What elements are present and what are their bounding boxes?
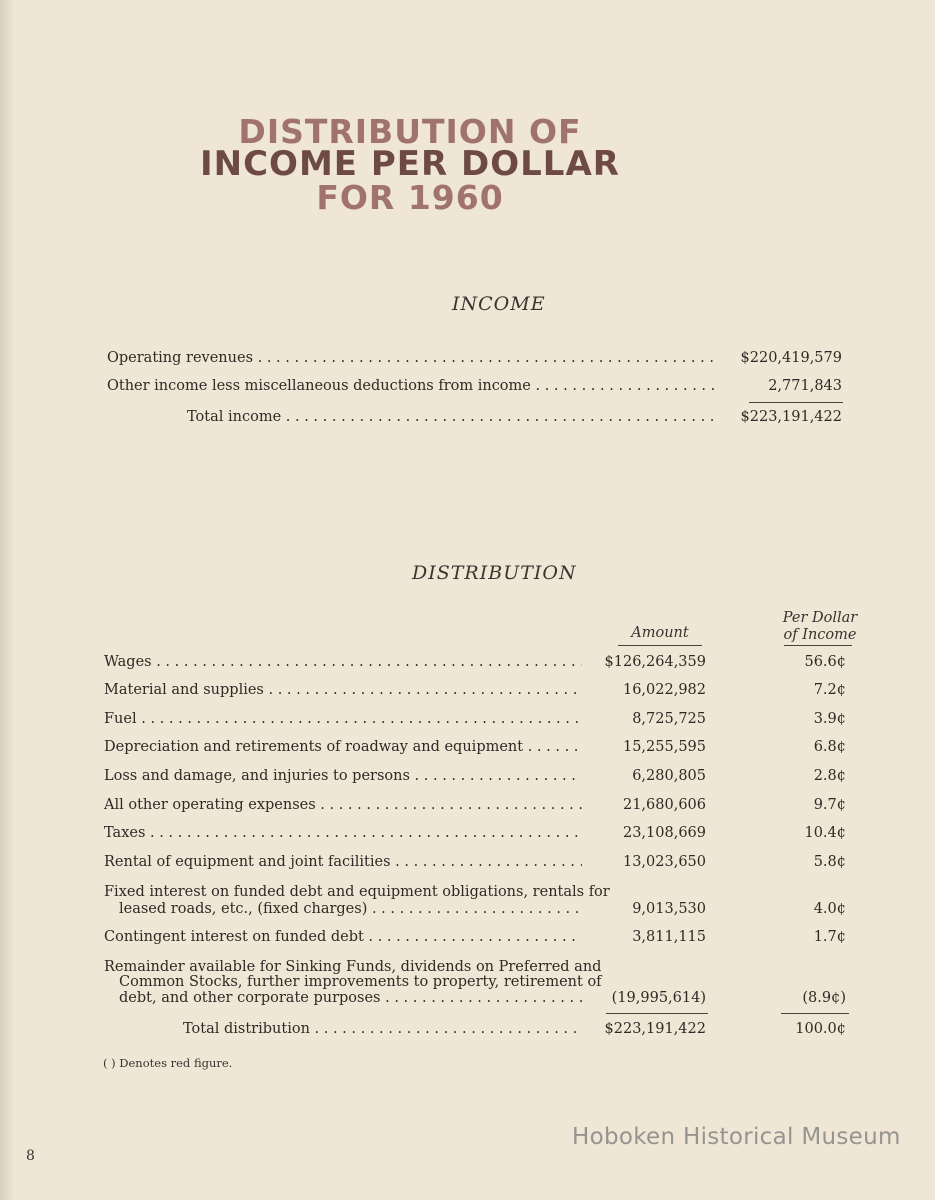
title-line-1: DISTRIBUTION OF xyxy=(238,112,582,151)
distribution-row-label: Fuel . . . xyxy=(104,711,582,728)
distribution-total-label: Total distribution . . . xyxy=(183,1021,582,1038)
distribution-total-row xyxy=(183,1021,846,1038)
income-sum-rule xyxy=(749,402,843,403)
distribution-row-label: Wages . . . xyxy=(104,654,582,671)
distribution-row-multiline-middle-line xyxy=(119,974,846,991)
amount-sum-rule xyxy=(606,1013,708,1014)
distribution-row-per-dollar: 56.6¢ xyxy=(804,654,846,670)
distribution-row-label: Loss and damage, and injuries to persons . . . xyxy=(104,768,582,785)
per-dollar-column-header xyxy=(770,610,870,644)
distribution-row xyxy=(119,901,846,918)
income-total-row xyxy=(187,409,842,426)
page-number: 8 xyxy=(26,1148,35,1164)
distribution-row-amount: 8,725,725 xyxy=(632,711,706,727)
distribution-row-amount: 13,023,650 xyxy=(622,854,706,870)
distribution-row-amount: 9,013,530 xyxy=(632,901,706,917)
income-row-label: Operating revenues . . . xyxy=(107,350,719,367)
per-dollar-header-line-2: of Income xyxy=(783,627,857,643)
watermark: Hoboken Historical Museum xyxy=(572,1124,901,1150)
distribution-row-amount: 6,280,805 xyxy=(632,768,706,784)
distribution-row-per-dollar: 9.7¢ xyxy=(813,797,846,813)
distribution-row-per-dollar: 2.8¢ xyxy=(813,768,846,784)
distribution-row-per-dollar: 5.8¢ xyxy=(813,854,846,870)
distribution-row xyxy=(104,711,846,728)
distribution-row-label-line-3: debt, and other corporate purposes . . . xyxy=(119,990,582,1007)
distribution-row-label: Depreciation and retirements of roadway and equipment . . . xyxy=(104,739,582,756)
title-line-3: FOR 1960 xyxy=(316,178,504,217)
income-row-amount: $220,419,579 xyxy=(740,350,842,366)
distribution-row-multiline-first-line xyxy=(104,884,846,901)
distribution-row-label: Rental of equipment and joint facilities . . . xyxy=(104,854,582,871)
income-total-amount: $223,191,422 xyxy=(740,409,842,425)
distribution-row xyxy=(119,990,846,1007)
distribution-row-per-dollar: 6.8¢ xyxy=(813,739,846,755)
distribution-row-amount: 21,680,606 xyxy=(622,797,706,813)
distribution-row-amount: 15,255,595 xyxy=(622,739,706,755)
distribution-row-amount: 3,811,115 xyxy=(632,929,706,945)
distribution-row xyxy=(104,739,846,756)
distribution-row-label: Contingent interest on funded debt . . . xyxy=(104,929,582,946)
per-dollar-sum-rule xyxy=(781,1013,849,1014)
income-row-amount: 2,771,843 xyxy=(768,378,842,394)
distribution-row xyxy=(104,929,846,946)
distribution-row xyxy=(104,797,846,814)
income-row-label: Other income less miscellaneous deductions from income . . . xyxy=(107,378,719,395)
distribution-row-per-dollar: 1.7¢ xyxy=(813,929,846,945)
income-heading: INCOME xyxy=(452,293,546,315)
amount-column-header: Amount xyxy=(631,625,689,641)
title-line-2: INCOME PER DOLLAR xyxy=(200,144,620,184)
page-title xyxy=(200,112,620,217)
distribution-row-label-line-1: Remainder available for Sinking Funds, dividends on Preferred and xyxy=(104,959,602,975)
distribution-row-amount: $126,264,359 xyxy=(604,654,706,670)
distribution-row-per-dollar: 10.4¢ xyxy=(804,825,846,841)
distribution-row-per-dollar: 4.0¢ xyxy=(813,901,846,917)
amount-header-rule xyxy=(618,645,702,646)
distribution-row xyxy=(104,825,846,842)
distribution-row xyxy=(104,768,846,785)
distribution-row-label-line-2: leased roads, etc., (fixed charges) . . . xyxy=(119,901,582,918)
distribution-total-per-dollar: 100.0¢ xyxy=(795,1021,846,1037)
per-dollar-header-rule xyxy=(784,645,852,646)
distribution-row-label: Material and supplies . . . xyxy=(104,682,582,699)
distribution-row-label: Taxes . . . xyxy=(104,825,582,842)
income-row xyxy=(107,378,842,395)
distribution-row-label-line-1: Fixed interest on funded debt and equipment obligations, rentals for xyxy=(104,884,610,900)
income-total-label: Total income . . . xyxy=(187,409,719,426)
distribution-row-label: All other operating expenses . . . xyxy=(104,797,582,814)
footnote: ( ) Denotes red figure. xyxy=(103,1056,233,1070)
income-row xyxy=(107,350,842,367)
distribution-row-amount: 16,022,982 xyxy=(622,682,706,698)
distribution-row xyxy=(104,854,846,871)
distribution-row-per-dollar: 7.2¢ xyxy=(813,682,846,698)
per-dollar-header-line-1: Per Dollar xyxy=(782,610,858,626)
distribution-row xyxy=(104,654,846,671)
distribution-row-amount: (19,995,614) xyxy=(611,990,706,1006)
distribution-row-per-dollar: (8.9¢) xyxy=(802,990,846,1006)
page-binding-shadow xyxy=(0,0,14,1200)
distribution-total-amount: $223,191,422 xyxy=(604,1021,706,1037)
distribution-row xyxy=(104,682,846,699)
distribution-row-per-dollar: 3.9¢ xyxy=(813,711,846,727)
distribution-row-amount: 23,108,669 xyxy=(622,825,706,841)
distribution-heading: DISTRIBUTION xyxy=(412,562,577,584)
distribution-row-label-line-2: Common Stocks, further improvements to property, retirement of xyxy=(119,974,602,990)
